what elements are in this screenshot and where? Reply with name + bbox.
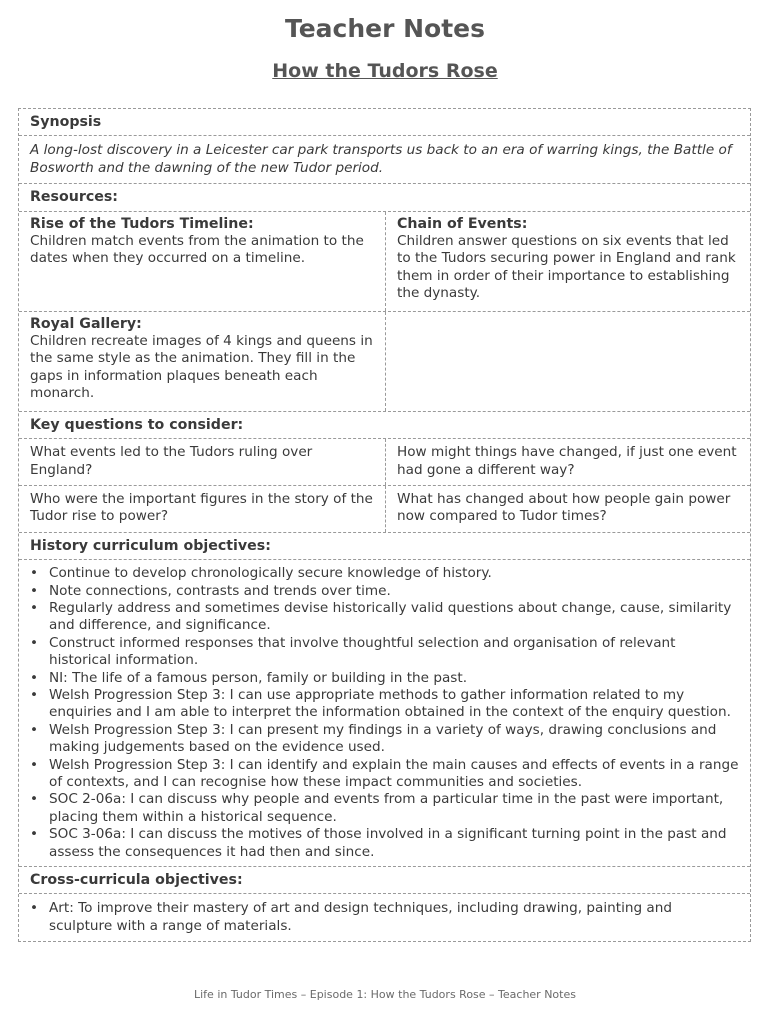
list-item: • Construct informed responses that involve thoughtful selection and organisation of relevant historical information. [30, 635, 739, 670]
history-objectives-list [30, 565, 739, 861]
list-item: • Regularly address and sometimes devise historically valid questions about change, cause, similarity and difference, and significance. [30, 600, 739, 635]
synopsis-heading-row [19, 109, 750, 135]
list-item: • Note connections, contrasts and trends over time. [30, 583, 739, 600]
resource-description: Children answer questions on six events that led to the Tudors securing power in England and rank them in order of their importance to establishing the dynasty. [397, 233, 736, 302]
resource-timeline [19, 212, 386, 311]
key-questions-heading-row [19, 411, 750, 438]
key-question: How might things have changed, if just one event had gone a different way? [397, 444, 737, 478]
list-item: • Welsh Progression Step 3: I can identify and explain the main causes and effects of events in a range of contexts, and I can recognise how these impact communities and societies. [30, 757, 739, 792]
resources-row-2 [19, 311, 750, 411]
page-subtitle: How the Tudors Rose [272, 60, 498, 82]
resource-title: Chain of Events: [397, 215, 528, 232]
history-objectives-row [19, 559, 750, 866]
list-item: • SOC 2-06a: I can discuss why people and events from a particular time in the past were important, placing them within a historical sequence. [30, 791, 739, 826]
key-questions-row-2 [19, 485, 750, 532]
key-question: What events led to the Tudors ruling over England? [19, 439, 386, 485]
list-item: • Welsh Progression Step 3: I can present my findings in a variety of ways, drawing conclusions and making judgements based on the evidence used. [30, 722, 739, 757]
history-objectives-heading: History curriculum objectives: [30, 537, 271, 554]
resources-heading-row [19, 183, 750, 210]
list-item: • Welsh Progression Step 3: I can use appropriate methods to gather information related to my enquiries and I am able to interpret the information obtained in the context of the enquiry question. [30, 687, 739, 722]
resources-heading: Resources: [30, 189, 118, 206]
resource-empty-cell [386, 312, 750, 411]
synopsis-text: A long-lost discovery in a Leicester car park transports us back to an era of warring kings, the Battle of Bosworth and the dawning of the new Tudor period. [30, 142, 732, 176]
resource-description: Children match events from the animation to the dates when they occurred on a timeline. [30, 233, 364, 267]
resources-row-1 [19, 211, 750, 311]
list-item: • Continue to develop chronologically secure knowledge of history. [30, 565, 739, 582]
resource-title: Rise of the Tudors Timeline: [30, 215, 254, 232]
resource-chain-of-events [386, 212, 750, 311]
cross-curricula-heading-row [19, 866, 750, 893]
resource-description: Children recreate images of 4 kings and queens in the same style as the animation. They fill in the gaps in information plaques beneath each monarch. [30, 333, 373, 402]
resource-royal-gallery [19, 312, 386, 411]
key-question: Who were the important figures in the story of the Tudor rise to power? [19, 486, 386, 532]
key-questions-heading: Key questions to consider: [30, 416, 244, 433]
synopsis-row [19, 135, 750, 183]
teacher-notes-table [18, 108, 751, 942]
key-questions-row-1 [19, 438, 750, 485]
page-footer: Life in Tudor Times – Episode 1: How the Tudors Rose – Teacher Notes [194, 988, 576, 1001]
page-title: Teacher Notes [284, 14, 486, 43]
synopsis-heading: Synopsis [30, 114, 102, 130]
cross-curricula-heading: Cross-curricula objectives: [30, 872, 243, 889]
history-objectives-heading-row [19, 532, 750, 559]
list-item: • SOC 3-06a: I can discuss the motives of those involved in a significant turning point in the past and assess the consequences it had then and since. [30, 826, 739, 861]
resource-title: Royal Gallery: [30, 315, 142, 332]
cross-curricula-row [19, 893, 750, 941]
cross-curricula-list [30, 900, 739, 935]
list-item: • NI: The life of a famous person, family or building in the past. [30, 670, 739, 687]
list-item: • Art: To improve their mastery of art and design techniques, including drawing, painting and sculpture with a range of materials. [30, 900, 739, 935]
key-question: What has changed about how people gain power now compared to Tudor times? [397, 490, 731, 525]
